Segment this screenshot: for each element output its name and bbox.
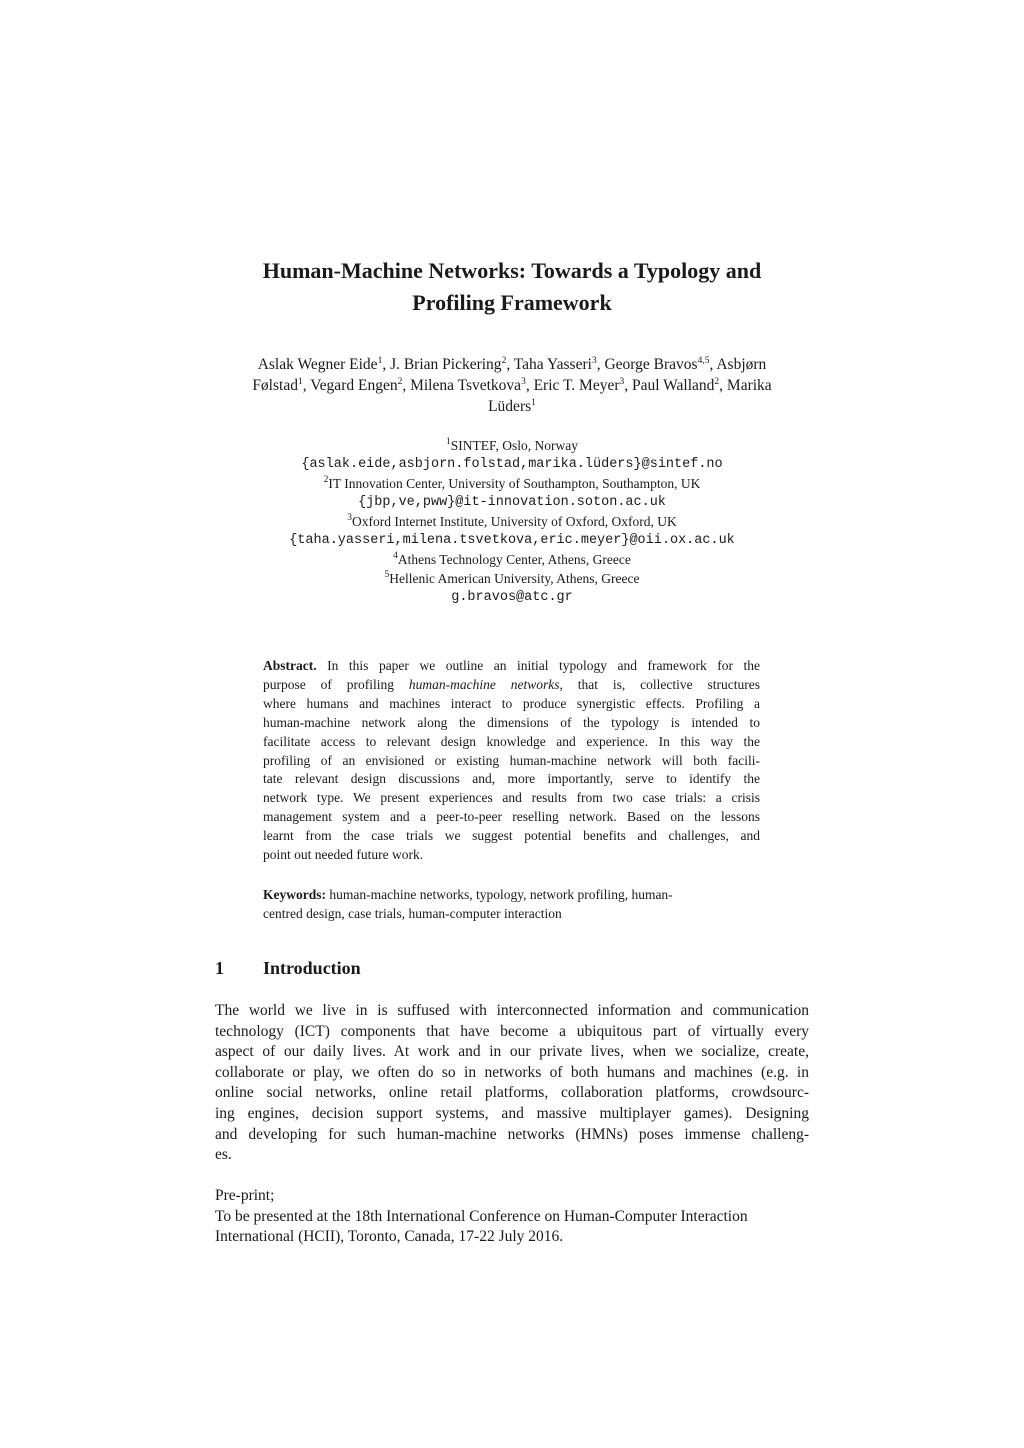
affiliation-list [160,436,864,607]
author-name: J. Brian Pickering [390,356,502,373]
keywords-line: centred design, case trials, human-computer interaction [263,906,562,921]
affiliation: $^4$Athens Technology Center, Athens, Greece [393,551,631,567]
title-line: Human-Machine Networks: Towards a Typology and [262,258,762,283]
note-line: Pre-print; [215,1187,275,1204]
abstract-line: human-machine network along the dimensions of the typology is intended to [263,714,760,730]
author-line [200,396,824,417]
affiliation: $^3$Oxford Internet Institute, University of Oxford, Oxford, UK [347,513,677,529]
author-name: George Bravos [604,356,698,373]
author-affiliation-mark: 4,5 [697,356,710,366]
keywords-label: Keywords: [263,887,326,902]
affiliation-email: {taha.yasseri,milena.tsvetkova,eric.meyer}@oii.ox.ac.uk [289,533,735,548]
section-heading [215,956,361,980]
abstract-line: facilitate access to relevant design knowledge and experience. In this way the [263,733,760,749]
abstract-line: management system and a peer-to-peer reselling network. Based on the lessons [263,809,760,825]
abstract-line: network type. We present experiences and results from two case trials: a crisis [263,790,760,806]
author-name: Eric T. Meyer [533,377,620,394]
paper-title [180,255,844,319]
author-affiliation-mark: 3 [619,377,625,387]
title-line: Profiling Framework [412,290,612,315]
author-name: Lüders [488,398,532,415]
author-affiliation-mark: 2 [501,356,507,366]
abstract-line: where humans and machines interact to produce synergistic effects. Profiling a [263,695,760,711]
author-name: Asbjørn [716,356,767,373]
abstract-line: tate relevant design discussions and, more importantly, serve to identify the [263,771,760,787]
abstract-label: Abstract. [263,658,317,673]
author-name: Følstad [252,377,298,394]
author-line: Følstad$^1$, Vegard Engen$^2$, Milena Tsvetkova$^3$, Eric T. Meyer$^3$, Paul Walland$^2$, Marika [252,377,772,394]
affiliation-email: g.bravos@atc.gr [451,590,573,605]
author-affiliation-mark: 1 [297,377,303,387]
author-name: Marika [726,377,772,394]
author-name: Vegard Engen [310,377,398,394]
section-title: Introduction [263,958,361,978]
abstract-line: learnt from the case trials we suggest potential benefits and challenges, and [263,828,760,844]
affiliation-email: {aslak.eide,asbjorn.folstad,marika.lüders}@sintef.no [301,457,723,472]
author-list [200,354,824,417]
body-line: ing engines, decision support systems, and massive multiplayer games). Designing [215,1104,809,1122]
abstract-line: profiling of an envisioned or existing human-machine network will both facili- [263,752,760,768]
body-line: and developing for such human-machine networks (HMNs) poses immense challeng- [215,1125,809,1143]
author-affiliation-mark: 3 [521,377,526,387]
intro-paragraph [215,1001,809,1166]
author-affiliation-mark: 1 [531,398,536,408]
author-affiliation-mark: 2 [397,377,403,387]
author-name: Paul Walland [632,377,715,394]
author-affiliation-mark: 1 [377,356,383,366]
body-line: collaborate or play, we often do so in networks of both humans and machines (e.g. in [215,1063,809,1081]
abstract-line: point out needed future work. [263,847,424,863]
author-affiliation-mark: 2 [714,377,720,387]
author-name: Taha Yasseri [513,356,592,373]
body-line: es. [215,1146,232,1164]
author-affiliation-mark: 3 [591,356,597,366]
abstract [263,657,760,865]
section-number: 1 [215,958,224,978]
body-line: online social networks, online retail platforms, collaboration platforms, crowdsourc- [215,1084,809,1102]
affiliation-email: {jbp,ve,pww}@it-innovation.soton.ac.uk [358,495,666,510]
body-line: technology (ICT) components that have become a ubiquitous part of virtually every [215,1022,809,1040]
keywords [263,885,760,923]
keywords-line: Keywords: human-machine networks, typology, network profiling, human- [263,887,673,902]
abstract-line: purpose of profiling human-machine networks, that is, collective structures [263,676,761,692]
note-line: International (HCII), Toronto, Canada, 17-22 July 2016. [215,1228,564,1246]
abstract-line: Abstract. In this paper we outline an initial typology and framework for the [263,658,761,673]
body-line: The world we live in is suffused with interconnected information and communication [215,1002,809,1019]
affiliation: $^1$SINTEF, Oslo, Norway [446,437,578,453]
author-name: Aslak Wegner Eide [257,356,378,373]
author-name: Milena Tsvetkova [410,377,522,394]
preprint-note [215,1186,809,1248]
author-line: Aslak Wegner Eide$^1$, J. Brian Pickering$^2$, Taha Yasseri$^3$, George Bravos$^{4,5}$, Asbjørn [257,356,767,373]
note-line: To be presented at the 18th International Conference on Human-Computer Interaction [215,1207,748,1225]
affiliation: $^2$IT Innovation Center, University of Southampton, Southampton, UK [323,475,701,491]
body-line: aspect of our daily lives. At work and in our private lives, when we socialize, create, [215,1043,809,1061]
affiliation: $^5$Hellenic American University, Athens, Greece [384,570,640,586]
